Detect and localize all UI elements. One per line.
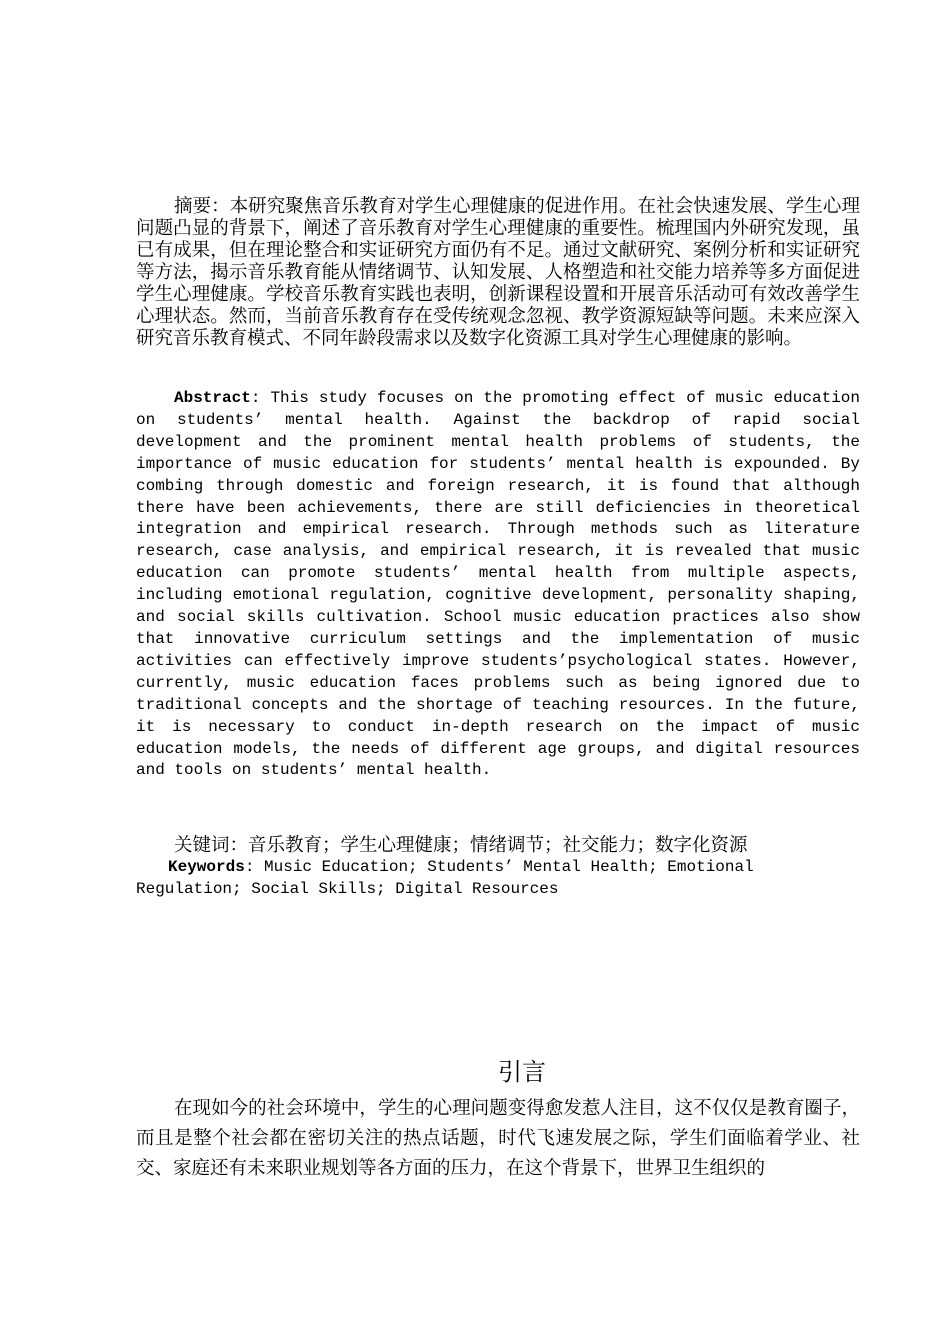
section-title-introduction: 引言 (498, 1058, 546, 1086)
abstract-cn-text: 本研究聚焦音乐教育对学生心理健康的促进作用。在社会快速发展、学生心理问题凸显的背景下，阐述了音乐教育对学生心理健康的重要性。梳理国内外研究发现，虽已有成果，但在理论整合和实证研究方面仍有不足。通过文献研究、案例分析和实证研究等方法，揭示音乐教育能从情绪调节、认知发展、人格塑造和社交能力培养等多方面促进学生心理健康。学校音乐教育实践也表明，创新课程设置和开展音乐活动可有效改善学生心理状态。然而，当前音乐教育存在受传统观念忽视、教学资源短缺等问题。未来应深入研究音乐教育模式、不同年龄段需求以及数字化资源工具对学生心理健康的影响。 (136, 196, 860, 349)
abstract-cn-label: 摘要： (174, 196, 230, 217)
introduction-paragraph: 在现如今的社会环境中，学生的心理问题变得愈发惹人注目，这不仅仅是教育圈子，而且是整个社会都在密切关注的热点话题，时代飞速发展之际，学生们面临着学业、社交、家庭还有未来职业规划等各方面的压力，在这个背景下，世界卫生组织的 (136, 1098, 860, 1179)
abstract-english (136, 388, 860, 782)
keywords-english (136, 857, 860, 901)
keywords-cn-label: 关键词： (174, 835, 249, 856)
keywords-cn-text: 音乐教育；学生心理健康；情绪调节；社交能力；数字化资源 (248, 835, 748, 856)
keywords-en-text: : Music Education; Students’ Mental Health; Emotional Regulation; Social Skills; Digital Resources (136, 858, 754, 898)
keywords-en-label: Keywords (168, 858, 245, 876)
keywords-chinese (136, 835, 860, 857)
abstract-en-text: : This study focuses on the promoting effect of music education on students’ mental health. Against the backdrop of rapid social development and the prominent mental health problems of students, the importance of music education for students’ mental health is expounded. By combing through domestic and foreign research, it is found that although there have been achievements, there are still deficiencies in theoretical integration and empirical research. Through methods such as literature research, case analysis, and empirical research, it is revealed that music education can promote students’ mental health from multiple aspects, including emotional regulation, cognitive development, personality shaping, and social skills cultivation. School music education practices also show that innovative curriculum settings and the implementation of music activities can effectively improve students’psychological states. However, currently, music education faces problems such as being ignored due to traditional concepts and the shortage of teaching resources. In the future, it is necessary to conduct in-depth research on the impact of music education models, the needs of different age groups, and digital resources and tools on students’ mental health. (136, 389, 860, 780)
abstract-chinese (136, 196, 860, 350)
abstract-en-label: Abstract (174, 389, 251, 407)
